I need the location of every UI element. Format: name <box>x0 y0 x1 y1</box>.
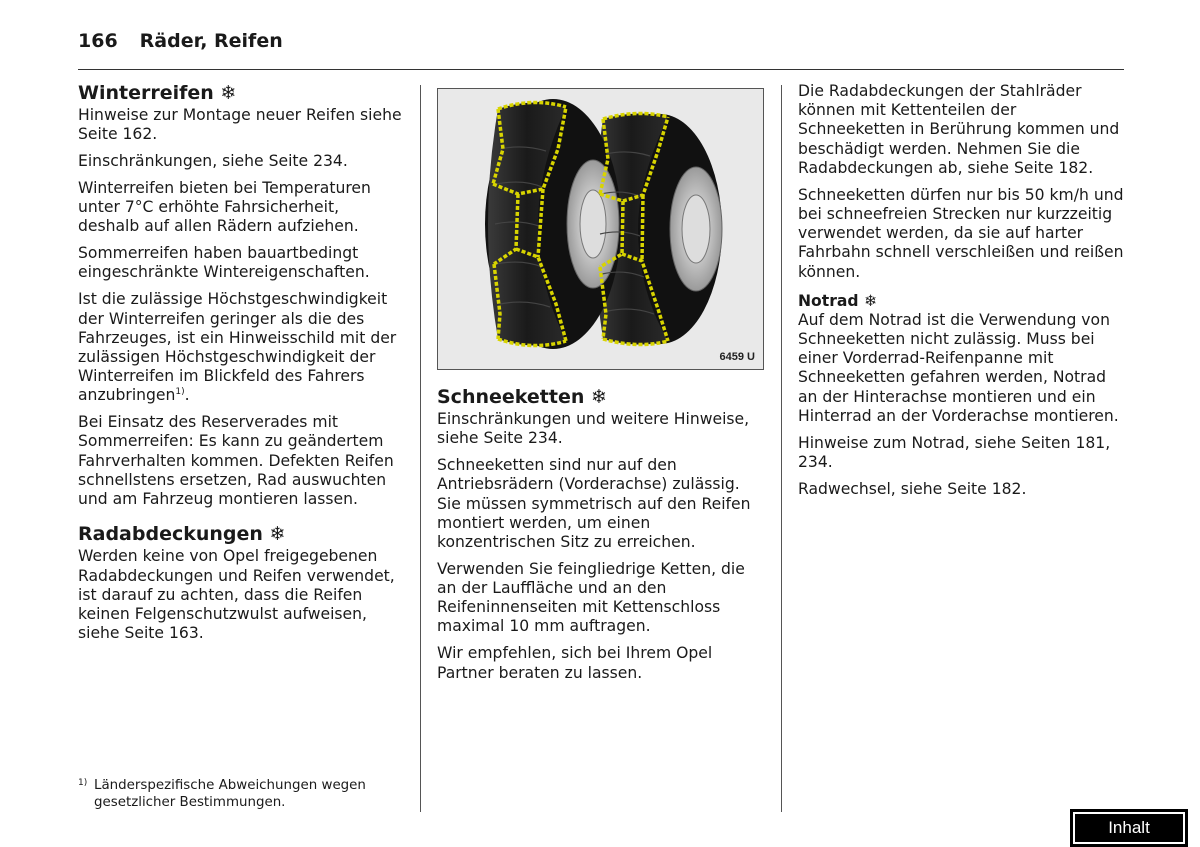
section-title-radabdeckungen: Radabdeckungen ❄ <box>78 523 286 546</box>
column-divider-left <box>420 85 421 812</box>
page-header <box>78 30 305 52</box>
footnote-text: Länderspezifische Abweichungen wegen gesetzlicher Bestimmungen. <box>94 778 366 810</box>
paragraph: Auf dem Notrad ist die Verwendung von Schneeketten nicht zulässig. Muss bei einer Vorderrad-Reifenpanne mit Schneeketten gefahren werden, Notrad an der Hinterachse montieren und ein Hinterrad an der Vorderachse montieren. <box>798 310 1119 425</box>
footnote-reference[interactable]: 1) <box>175 387 185 398</box>
paragraph: Hinweise zur Montage neuer Reifen siehe Seite 162. <box>78 106 402 144</box>
paragraph: Werden keine von Opel freigegebenen Radabdeckungen und Reifen verwendet, ist darauf zu achten, dass die Reifen keinen Felgenschutzwulst aufweisen, siehe Seite 163. <box>78 547 395 643</box>
section-title-winterreifen: Winterreifen ❄ <box>78 82 237 104</box>
paragraph: Schneeketten sind nur auf den Antriebsrädern (Vorderachse) zulässig. Sie müssen symmetrisch auf den Reifen montiert werden, um einen konzentrischen Sitz zu erreichen. <box>437 456 751 551</box>
section-title-schneeketten: Schneeketten ❄ <box>437 386 607 408</box>
front-tire <box>485 99 621 349</box>
section-title-notrad: Notrad ❄ <box>798 291 878 310</box>
paragraph: Schneeketten dürfen nur bis 50 km/h und bei schneefreien Strecken nur kurzzeitig verwendet werden, da sie auf harter Fahrbahn schnell verschleißen und reißen können. <box>798 185 1124 281</box>
inhalt-button[interactable]: Inhalt <box>1070 809 1188 847</box>
column-divider-right <box>781 85 782 812</box>
column-middle <box>437 384 767 690</box>
paragraph: Die Radabdeckungen der Stahlräder können mit Kettenteilen der Schneeketten in Berührung kommen und beschädigt werden. Nehmen Sie die Radabdeckungen ab, siehe Seite 182. <box>798 82 1120 177</box>
footnote-mark: 1) <box>78 778 88 788</box>
paragraph: Winterreifen bieten bei Temperaturen unter 7°C erhöhte Fahrsicherheit, deshalb auf allen Rädern aufziehen. <box>78 178 371 236</box>
tires-with-snow-chains-image <box>438 89 763 369</box>
paragraph: Verwenden Sie feingliedrige Ketten, die an der Lauffläche und an den Reifeninnenseiten mit Kettenschloss maximal 10 mm auftragen. <box>437 559 745 636</box>
paragraph: Bei Einsatz des Reserverades mit Sommerreifen: Es kann zu geändertem Fahrverhalten kommen. Defekten Reifen schnellstens ersetzen, Rad auswuchten und am Fahrzeug montieren lassen. <box>78 413 394 509</box>
paragraph: Einschränkungen, siehe Seite 234. <box>78 152 348 171</box>
column-left <box>78 80 404 651</box>
paragraph: Radwechsel, siehe Seite 182. <box>798 479 1027 498</box>
paragraph-text: Ist die zulässige Höchstgeschwindigkeit der Winterreifen geringer als die des Fahrzeuges, ist ein Hinweisschild mit der zulässigen Höchstgeschwindigkeit der Winterreifen im Blickfeld des Fahrers anzubringen <box>78 290 397 405</box>
header-rule <box>78 69 1124 70</box>
paragraph: Sommerreifen haben bauartbedingt eingeschränkte Wintereigenschaften. <box>78 244 370 282</box>
paragraph: Wir empfehlen, sich bei Ihrem Opel Partner beraten zu lassen. <box>437 644 713 682</box>
paragraph-with-footnote: Ist die zulässige Höchstgeschwindigkeit der Winterreifen geringer als die des Fahrzeuges, ist ein Hinweisschild mit der zulässigen Höchstgeschwindigkeit der Winterreifen im Blickfeld des Fahrers anzubringen$^{1)}$. <box>78 290 397 405</box>
snow-chain-illustration <box>437 88 764 370</box>
figure-id-label: 6459 U <box>719 351 755 363</box>
column-right <box>798 82 1124 507</box>
page-title: Räder, Reifen <box>139 30 283 52</box>
footnote <box>78 778 408 811</box>
paragraph: Hinweise zum Notrad, siehe Seiten 181, 234. <box>798 433 1111 471</box>
page-number: 166 <box>78 30 118 52</box>
paragraph: Einschränkungen und weitere Hinweise, siehe Seite 234. <box>437 410 750 448</box>
